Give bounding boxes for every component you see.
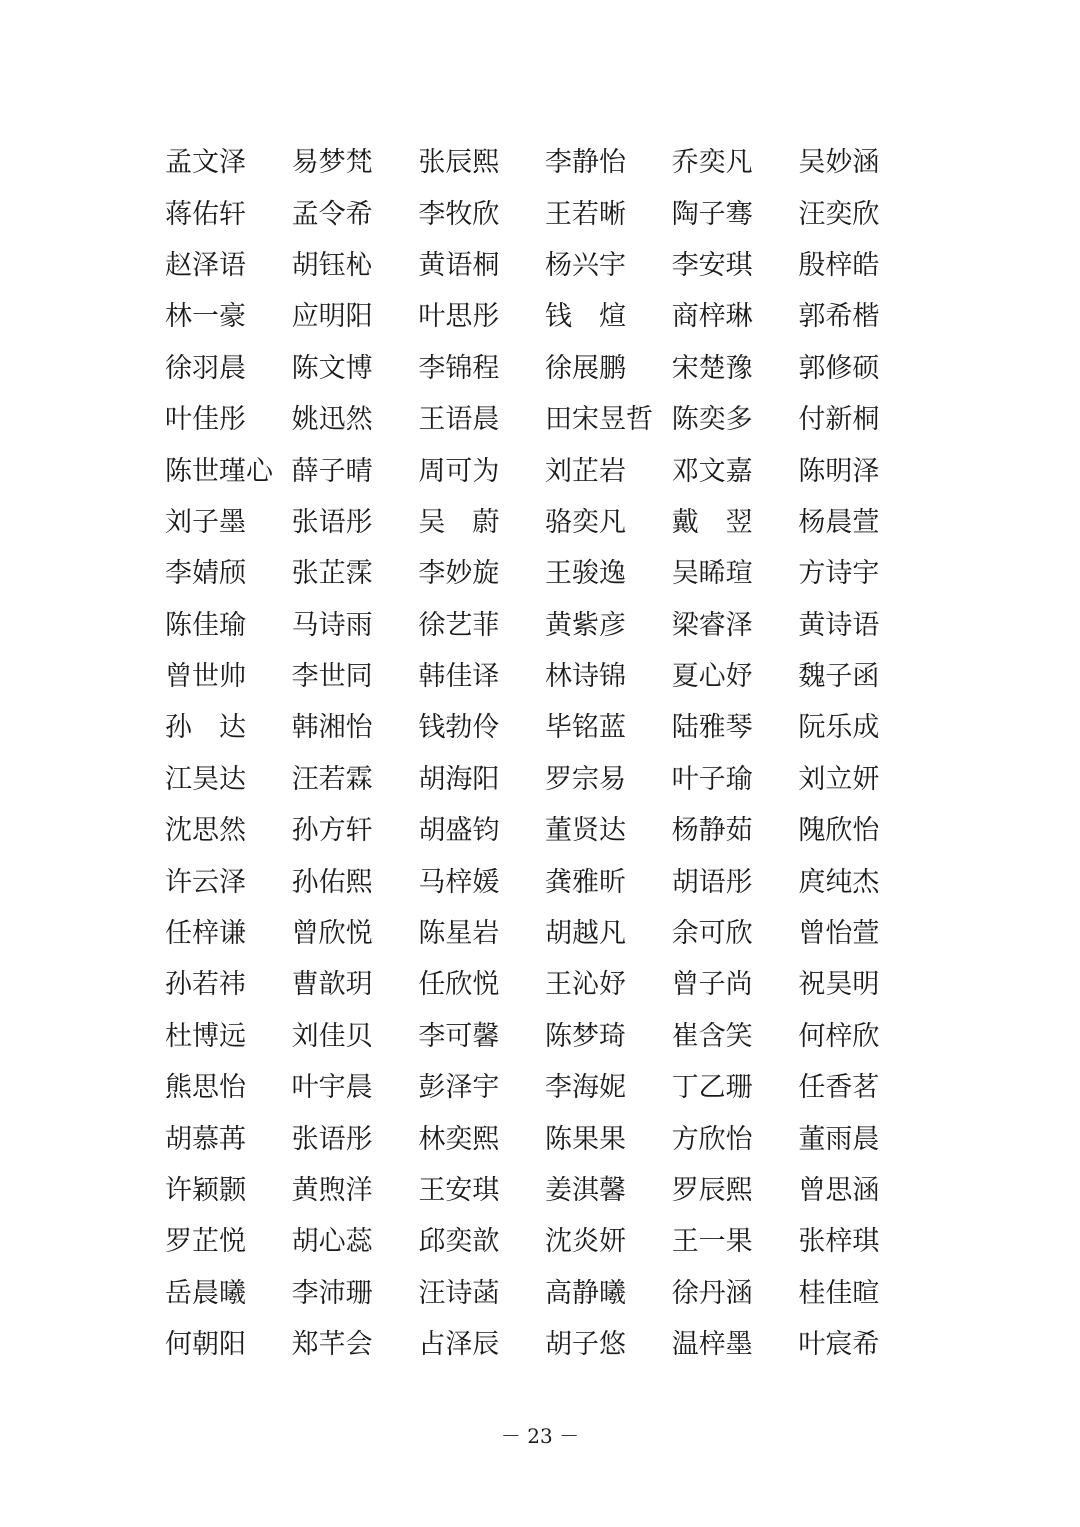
name-row bbox=[165, 702, 925, 753]
name-entry: 陈梦琦 bbox=[545, 1020, 627, 1052]
name-entry: 薛子晴 bbox=[291, 455, 373, 487]
name-entry: 叶子瑜 bbox=[671, 763, 753, 795]
name-entry: 戴 翌 bbox=[671, 506, 753, 538]
name-entry: 孙 达 bbox=[165, 712, 246, 744]
name-entry: 黄煦洋 bbox=[291, 1175, 373, 1206]
name-entry: 崔含笑 bbox=[671, 1020, 753, 1052]
name-entry: 李可馨 bbox=[418, 1020, 500, 1052]
name-row bbox=[165, 497, 925, 548]
name-entry: 李牧欣 bbox=[418, 198, 500, 230]
name-entry: 郑芊会 bbox=[291, 1329, 373, 1361]
name-entry: 姚迅然 bbox=[291, 404, 373, 436]
name-entry: 刘佳贝 bbox=[291, 1020, 373, 1052]
name-entry: 江昊达 bbox=[165, 763, 246, 795]
name-entry: 黄诗语 bbox=[798, 609, 880, 641]
name-entry: 胡子悠 bbox=[545, 1329, 627, 1361]
name-entry: 彭泽宇 bbox=[418, 1072, 500, 1104]
name-entry: 龚雅昕 bbox=[545, 866, 627, 898]
name-entry: 熊思怡 bbox=[165, 1072, 246, 1104]
name-entry: 李安琪 bbox=[671, 249, 753, 281]
name-entry: 罗辰熙 bbox=[671, 1175, 753, 1206]
name-entry: 孙佑熙 bbox=[291, 866, 373, 898]
name-entry: 许云泽 bbox=[165, 866, 246, 898]
name-entry: 王骏逸 bbox=[545, 558, 627, 590]
name-entry: 张芷霂 bbox=[291, 558, 373, 590]
name-entry: 胡钰杺 bbox=[291, 249, 373, 281]
name-entry: 任欣悦 bbox=[418, 969, 500, 1001]
name-row bbox=[165, 1319, 925, 1370]
name-entry: 陈奕多 bbox=[671, 404, 753, 436]
name-entry: 钱 煊 bbox=[545, 301, 627, 333]
name-entry: 邓文嘉 bbox=[671, 455, 753, 487]
name-entry: 吴 蔚 bbox=[418, 506, 500, 538]
name-entry: 胡慕苒 bbox=[165, 1123, 246, 1155]
name-entry: 汪诗菡 bbox=[418, 1277, 500, 1309]
name-entry: 汪若霖 bbox=[291, 763, 373, 795]
name-entry: 罗芷悦 bbox=[165, 1226, 246, 1258]
name-row bbox=[165, 959, 925, 1010]
name-entry: 张辰熙 bbox=[418, 147, 500, 179]
name-entry: 易梦梵 bbox=[291, 147, 373, 179]
name-entry: 桂佳暄 bbox=[798, 1277, 880, 1309]
name-entry: 沈炎妍 bbox=[545, 1226, 627, 1258]
name-entry: 孟令希 bbox=[291, 198, 373, 230]
name-entry: 汪奕欣 bbox=[798, 198, 880, 230]
name-row bbox=[165, 754, 925, 805]
name-entry: 马诗雨 bbox=[291, 609, 373, 641]
name-entry: 钱勃伶 bbox=[418, 712, 500, 744]
name-row bbox=[165, 600, 925, 651]
name-entry: 王语晨 bbox=[418, 404, 500, 436]
name-entry: 吴妙涵 bbox=[798, 147, 880, 179]
name-row bbox=[165, 445, 925, 496]
name-entry: 任梓谦 bbox=[165, 918, 246, 950]
name-entry: 蒋佑轩 bbox=[165, 198, 246, 230]
name-entry: 叶宇晨 bbox=[291, 1072, 373, 1104]
name-row bbox=[165, 394, 925, 445]
name-entry: 姜淇馨 bbox=[545, 1175, 627, 1206]
name-row bbox=[165, 291, 925, 342]
name-entry: 李沛珊 bbox=[291, 1277, 373, 1309]
name-entry: 丁乙珊 bbox=[671, 1072, 753, 1104]
name-entry: 许颖颢 bbox=[165, 1175, 246, 1206]
name-entry: 祝昊明 bbox=[798, 969, 880, 1001]
name-row bbox=[165, 1268, 925, 1319]
name-entry: 宋楚豫 bbox=[671, 352, 753, 384]
name-entry: 庹纯杰 bbox=[798, 866, 880, 898]
name-row bbox=[165, 548, 925, 599]
name-row bbox=[165, 343, 925, 394]
name-row bbox=[165, 1165, 925, 1216]
name-entry: 董雨晨 bbox=[798, 1123, 880, 1155]
name-entry: 赵泽语 bbox=[165, 249, 246, 281]
name-entry: 曾欣悦 bbox=[291, 918, 373, 950]
name-entry: 陆雅琴 bbox=[671, 712, 753, 744]
name-entry: 岳晨曦 bbox=[165, 1277, 246, 1309]
name-entry: 王沁妤 bbox=[545, 969, 627, 1001]
name-entry: 殷梓皓 bbox=[798, 249, 880, 281]
name-entry: 郭修硕 bbox=[798, 352, 880, 384]
name-entry: 林奕熙 bbox=[418, 1123, 500, 1155]
name-entry: 陈文博 bbox=[291, 352, 373, 384]
name-row bbox=[165, 805, 925, 856]
name-entry: 方欣怡 bbox=[671, 1123, 753, 1155]
name-entry: 杨晨萱 bbox=[798, 506, 880, 538]
name-entry: 杨兴宇 bbox=[545, 249, 627, 281]
name-entry: 隗欣怡 bbox=[798, 815, 880, 847]
name-entry: 李妙旋 bbox=[418, 558, 500, 590]
name-entry: 王若晰 bbox=[545, 198, 627, 230]
name-list bbox=[165, 137, 925, 1370]
name-entry: 占泽辰 bbox=[418, 1329, 500, 1361]
name-entry: 郭希楷 bbox=[798, 301, 880, 333]
name-entry: 孙方轩 bbox=[291, 815, 373, 847]
name-entry: 夏心妤 bbox=[671, 661, 753, 693]
name-entry: 陈果果 bbox=[545, 1123, 627, 1155]
name-entry: 应明阳 bbox=[291, 301, 373, 333]
name-entry: 陶子骞 bbox=[671, 198, 753, 230]
name-entry: 黄紫彦 bbox=[545, 609, 627, 641]
name-entry: 杨静茹 bbox=[671, 815, 753, 847]
name-entry: 孙若祎 bbox=[165, 969, 246, 1001]
name-entry: 徐羽晨 bbox=[165, 352, 246, 384]
name-entry: 商梓琳 bbox=[671, 301, 753, 333]
name-entry: 马梓媛 bbox=[418, 866, 500, 898]
name-entry: 胡盛钧 bbox=[418, 815, 500, 847]
name-row bbox=[165, 651, 925, 702]
name-entry: 田宋昱哲 bbox=[545, 404, 654, 436]
name-row bbox=[165, 137, 925, 188]
name-entry: 叶佳彤 bbox=[165, 404, 246, 436]
name-entry: 董贤达 bbox=[545, 815, 627, 847]
name-row bbox=[165, 1113, 925, 1164]
name-entry: 陈明泽 bbox=[798, 455, 880, 487]
name-entry: 罗宗易 bbox=[545, 763, 627, 795]
name-entry: 高静曦 bbox=[545, 1277, 627, 1309]
name-entry: 曹歆玥 bbox=[291, 969, 373, 1001]
name-entry: 胡语彤 bbox=[671, 866, 753, 898]
name-row bbox=[165, 1011, 925, 1062]
name-entry: 陈世瑾心 bbox=[165, 455, 273, 487]
name-entry: 毕铭蓝 bbox=[545, 712, 627, 744]
name-row bbox=[165, 856, 925, 907]
name-entry: 李海妮 bbox=[545, 1072, 627, 1104]
name-row bbox=[165, 1062, 925, 1113]
name-entry: 刘立妍 bbox=[798, 763, 880, 795]
name-entry: 曾思涵 bbox=[798, 1175, 880, 1206]
name-row bbox=[165, 188, 925, 239]
name-entry: 陈星岩 bbox=[418, 918, 500, 950]
name-entry: 张语彤 bbox=[291, 506, 373, 538]
name-entry: 李静怡 bbox=[545, 147, 627, 179]
name-entry: 王安琪 bbox=[418, 1175, 500, 1206]
name-entry: 胡心蕊 bbox=[291, 1226, 373, 1258]
name-entry: 沈思然 bbox=[165, 815, 246, 847]
name-entry: 周可为 bbox=[418, 455, 500, 487]
name-entry: 韩湘怡 bbox=[291, 712, 373, 744]
name-entry: 张语彤 bbox=[291, 1123, 373, 1155]
name-entry: 韩佳译 bbox=[418, 661, 500, 693]
name-row bbox=[165, 908, 925, 959]
name-entry: 乔奕凡 bbox=[671, 147, 753, 179]
name-row bbox=[165, 1216, 925, 1267]
name-entry: 徐丹涵 bbox=[671, 1277, 753, 1309]
name-entry: 孟文泽 bbox=[165, 147, 246, 179]
name-entry: 王一果 bbox=[671, 1226, 753, 1258]
name-entry: 方诗宇 bbox=[798, 558, 880, 590]
name-entry: 曾怡萱 bbox=[798, 918, 880, 950]
name-entry: 林一豪 bbox=[165, 301, 246, 333]
name-entry: 阮乐成 bbox=[798, 712, 880, 744]
name-entry: 黄语桐 bbox=[418, 249, 500, 281]
name-entry: 徐艺菲 bbox=[418, 609, 500, 641]
name-entry: 林诗锦 bbox=[545, 661, 627, 693]
name-entry: 李锦程 bbox=[418, 352, 500, 384]
name-entry: 吴睎瑄 bbox=[671, 558, 753, 590]
name-entry: 骆奕凡 bbox=[545, 506, 627, 538]
name-entry: 付新桐 bbox=[798, 404, 880, 436]
name-entry: 刘子墨 bbox=[165, 506, 246, 538]
name-entry: 魏子函 bbox=[798, 661, 880, 693]
name-row bbox=[165, 240, 925, 291]
name-entry: 曾世帅 bbox=[165, 661, 246, 693]
name-entry: 李婧颀 bbox=[165, 558, 246, 590]
name-entry: 李世同 bbox=[291, 661, 373, 693]
name-entry: 任香茗 bbox=[798, 1072, 880, 1104]
name-entry: 胡越凡 bbox=[545, 918, 627, 950]
name-entry: 徐展鹏 bbox=[545, 352, 627, 384]
name-entry: 曾子尚 bbox=[671, 969, 753, 1001]
name-entry: 叶思彤 bbox=[418, 301, 500, 333]
name-entry: 温梓墨 bbox=[671, 1329, 753, 1361]
name-entry: 叶宸希 bbox=[798, 1329, 880, 1361]
name-entry: 何朝阳 bbox=[165, 1329, 246, 1361]
page-number: － 23 － bbox=[500, 1424, 580, 1448]
name-entry: 杜博远 bbox=[165, 1020, 246, 1052]
name-entry: 邱奕歆 bbox=[418, 1226, 500, 1258]
name-entry: 刘芷岩 bbox=[545, 455, 627, 487]
name-entry: 胡海阳 bbox=[418, 763, 500, 795]
name-entry: 梁睿泽 bbox=[671, 609, 753, 641]
name-entry: 张梓琪 bbox=[798, 1226, 880, 1258]
name-entry: 余可欣 bbox=[671, 918, 753, 950]
name-entry: 陈佳瑜 bbox=[165, 609, 246, 641]
name-entry: 何梓欣 bbox=[798, 1020, 880, 1052]
